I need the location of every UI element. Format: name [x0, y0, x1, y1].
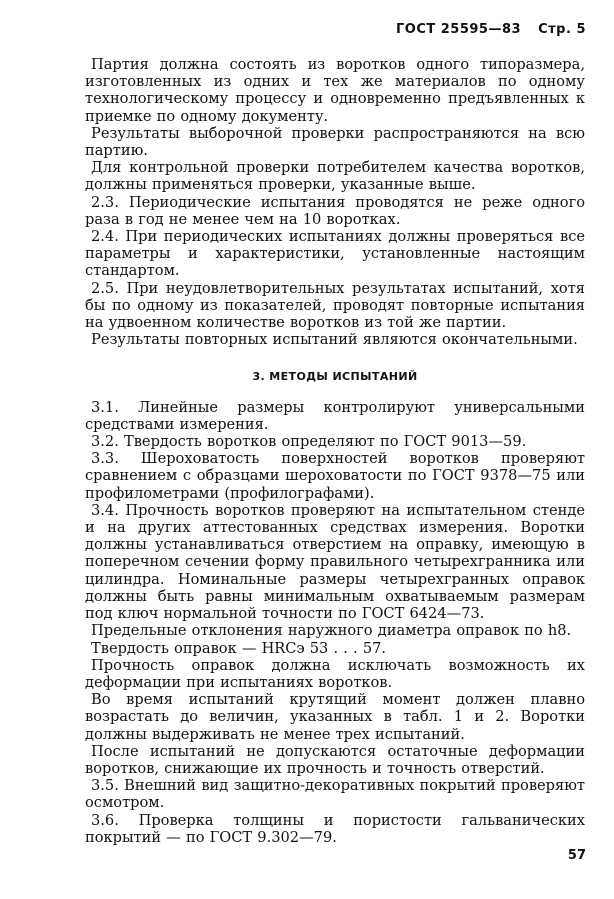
paragraph: Предельные отклонения наружного диаметра оправок по h8.	[91, 622, 572, 640]
paragraph: Результаты повторных испытаний являются окончательными.	[91, 331, 578, 349]
paragraph: Твердость оправок — HRCэ 53 . . . 57.	[91, 639, 387, 657]
paragraph: Прочность оправок должна исключать возможность их деформации при испытаниях воротков.	[85, 656, 585, 691]
standard-code: ГОСТ 25595—83	[395, 22, 522, 37]
page-label: Стр. 5	[538, 22, 586, 37]
paragraph: Результаты выборочной проверки распространяются на всю партию.	[85, 124, 585, 160]
document-body	[85, 56, 585, 846]
paragraph: Во время испытаний крутящий момент должен плавно возрастать до величин, указанных в табл. 1 и 2. Воротки должны выдерживать не менее трех испытаний.	[85, 691, 585, 743]
paragraph: 3.1. Линейные размеры контролируют универсальными средствами измерения.	[85, 398, 585, 433]
paragraph: 3.2. Твердость воротков определяют по ГОСТ 9013—59.	[91, 433, 527, 451]
paragraph: 3.5. Внешний вид защитно-декоративных покрытий проверяют осмотром.	[85, 777, 585, 812]
paragraph: 3.3. Шероховатость поверхностей воротков проверяют сравнением с образцами шероховатости по ГОСТ 9378—75 или профилометрами (профилографами).	[85, 450, 585, 502]
page-header	[384, 22, 586, 37]
section-title: 3. МЕТОДЫ ИСПЫТАНИЙ	[252, 370, 418, 384]
paragraph: 3.4. Прочность воротков проверяют на испытательном стенде и на других аттестованных средствах измерения. Воротки должны устанавливаться отверстием на оправку, имеющую в поперечном сечении форму правильного четырехгранника или цилиндра. Номинальные размеры четырехгранных оправок должны быть равны минимальным охватываемым размерам под ключ нормальной точности по ГОСТ 6424—73.	[85, 501, 585, 623]
page-number: 57	[567, 848, 586, 863]
paragraph: Партия должна состоять из воротков одного типоразмера, изготовленных из одних и тех же материалов по одному технологическому процессу и одновременно предъявленных к приемке по одному документу.	[85, 56, 585, 125]
paragraph: 2.3. Периодические испытания проводятся не реже одного раза в год не менее чем на 10 воротках.	[85, 193, 585, 228]
paragraph: Для контрольной проверки потребителем качества воротков, должны применяться проверки, указанные выше.	[85, 159, 585, 194]
paragraph: 2.5. При неудовлетворительных результатах испытаний, хотя бы по одному из показателей, проводят повторные испытания на удвоенном количестве воротков из той же партии.	[85, 279, 585, 332]
paragraph: 3.6. Проверка толщины и пористости гальванических покрытий — по ГОСТ 9.302—79.	[85, 811, 585, 846]
paragraph: После испытаний не допускаются остаточные деформации воротков, снижающие их прочность и точность отверстий.	[85, 742, 585, 777]
paragraph: 2.4. При периодических испытаниях должны проверяться все параметры и характеристики, установленные настоящим стандартом.	[85, 228, 585, 280]
